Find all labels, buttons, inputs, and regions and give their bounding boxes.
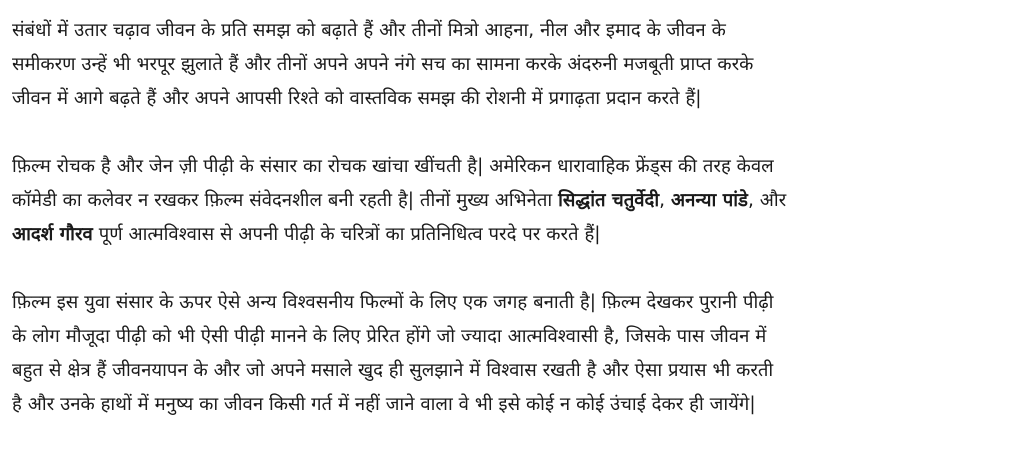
actor-name-siddhant: सिद्धांत चतुर्वेदी [558,190,660,211]
paragraph-film-review [12,150,1012,252]
paragraph-conclusion [12,286,1012,422]
text-line: समीकरण उन्हें भी भरपूर झुलाते हैं और तीनों अपने अपने नंगे सच का सामना करके अंदरुनी मजबूती प्राप्त करके [12,54,754,75]
text-line: के लोग मौजूदा पीढ़ी को भी ऐसी पीढ़ी मानने के लिए प्रेरित होंगे जो ज्यादा आत्मविश्वासी है, जिसके पास जीवन में [12,326,767,347]
text-line: संबंधों में उतार चढ़ाव जीवन के प्रति समझ को बढ़ाते हैं और तीनों मित्रो आहना, नील और इमाद के जीवन के [12,20,726,41]
text-line [12,184,1012,218]
text-line [12,218,1012,252]
text-line: है और उनके हाथों में मनुष्य का जीवन किसी गर्त में नहीं जाने वाला वे भी इसे कोई न कोई उंचाई देकर ही जायेंगे| [12,394,756,415]
actor-name-ananya: अनन्या पांडे [670,190,748,211]
text-line: बहुत से क्षेत्र हैं जीवनयापन के और जो अपने मसाले खुद ही सुलझाने में विश्वास रखती है और ऐसा प्रयास भी करती [12,360,774,381]
text-line: फ़िल्म रोचक है और जेन ज़ी पीढ़ी के संसार का रोचक खांचा खींचती है| अमेरिकन धारावाहिक फ्रेंड्स की तरह केवल [12,156,774,177]
paragraph-relationships [12,14,1012,116]
text-line: जीवन में आगे बढ़ते हैं और अपने आपसी रिश्ते को वास्तविक समझ की रोशनी में प्रगाढ़ता प्रदान करते हैं| [12,88,702,109]
text-segment: , [659,190,671,211]
text-segment: पूर्ण आत्मविश्वास से अपनी पीढ़ी के चरित्रों का प्रतिनिधित्व परदे पर करते हैं| [92,224,601,245]
text-segment: , और [747,190,787,211]
article-text [12,14,1012,456]
text-line: फ़िल्म इस युवा संसार के ऊपर ऐसे अन्य विश्वसनीय फिल्मों के लिए एक जगह बनाती है| फ़िल्म देखकर पुरानी पीढ़ी [12,292,774,313]
actor-name-adarsh: आदर्श गौरव [12,224,93,245]
text-segment: कॉमेडी का कलेवर न रखकर फ़िल्म संवेदनशील बनी रहती है| तीनों मुख्य अभिनेता [12,190,559,211]
